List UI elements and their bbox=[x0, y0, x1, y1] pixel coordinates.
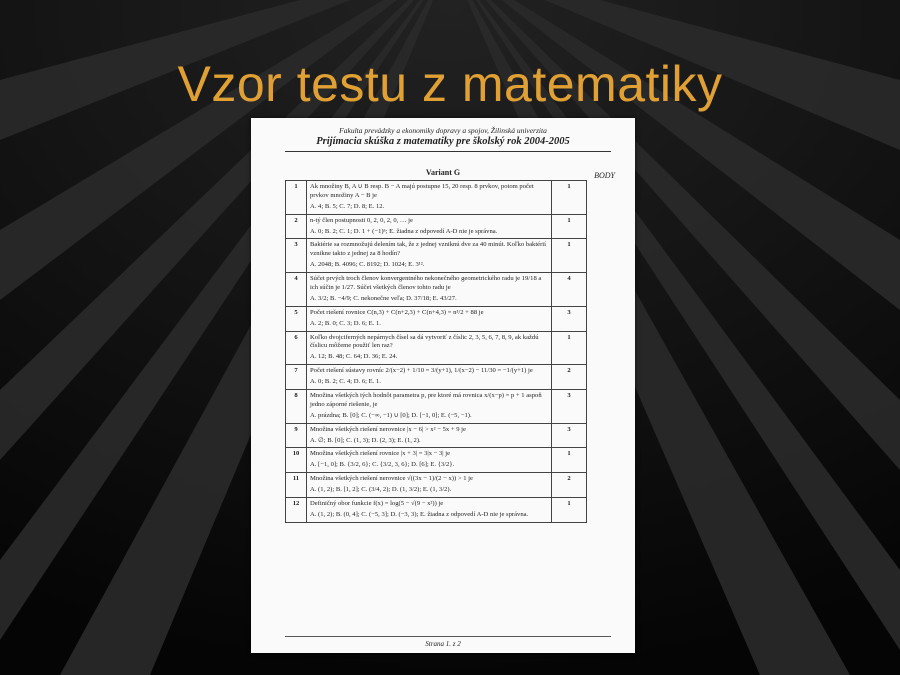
question-number: 3 bbox=[286, 239, 307, 273]
question-answers: A. [−1, 0]; B. {3/2, 6}; C. {3/2, 3, 6}; D. [6]; E. {3/2}. bbox=[310, 461, 455, 469]
exam-page bbox=[251, 118, 635, 653]
question-text: Množina všetkých riešení nerovnice √((3x − 1)/(2 − x)) > 1 je bbox=[310, 475, 473, 483]
faculty-header: Fakulta prevádzky a ekonomiky dopravy a spojov, Žilinská univerzita bbox=[339, 126, 547, 135]
question-content bbox=[307, 423, 552, 448]
question-answers: A. 2048; B. 4096; C. 8192; D. 1024; E. 3¹². bbox=[310, 261, 425, 269]
question-content bbox=[307, 331, 552, 365]
question-row bbox=[286, 498, 587, 523]
question-number: 2 bbox=[286, 214, 307, 239]
question-content bbox=[307, 498, 552, 523]
question-content bbox=[307, 365, 552, 390]
question-content bbox=[307, 306, 552, 331]
exam-title: Prijímacia skúška z matematiky pre školský rok 2004-2005 bbox=[316, 136, 570, 147]
question-content bbox=[307, 448, 552, 473]
question-answers: A. 12; B. 48; C. 64; D. 36; E. 24. bbox=[310, 353, 398, 361]
question-row bbox=[286, 214, 587, 239]
variant-label: Variant G bbox=[425, 168, 461, 177]
question-text: Koľko dvojciferných nepárnych čísel sa dá vytvoriť z číslic 2, 3, 5, 6, 7, 8, 9, ak každú číslicu môžeme použiť len raz? bbox=[310, 333, 539, 350]
header-rule bbox=[285, 151, 611, 152]
question-points: 1 bbox=[552, 498, 587, 523]
question-row bbox=[286, 273, 587, 307]
question-number: 6 bbox=[286, 331, 307, 365]
question-points: 1 bbox=[552, 448, 587, 473]
question-points: 1 bbox=[552, 181, 587, 215]
question-points: 1 bbox=[552, 331, 587, 365]
question-content bbox=[307, 181, 552, 215]
question-answers: A. 0; B. 2; C. 1; D. 1 + (−1)ⁿ; E. žiadna z odpovedí A-D nie je správna. bbox=[310, 227, 498, 235]
question-points: 3 bbox=[552, 390, 587, 424]
question-row bbox=[286, 239, 587, 273]
question-content bbox=[307, 390, 552, 424]
question-row bbox=[286, 390, 587, 424]
footer-rule bbox=[285, 636, 611, 637]
question-number: 9 bbox=[286, 423, 307, 448]
question-text: Množina všetkých tých hodnôt parametra p, pre ktoré má rovnica x/(x−p) = p + 1 aspoň jedno záporné riešenie, je bbox=[310, 392, 542, 408]
question-content bbox=[307, 239, 552, 273]
question-text: Ak množiny B, A ∪ B resp. B − A majú postupne 15, 20 resp. 8 prvkov, potom počet prvkov množiny A − B je bbox=[310, 183, 534, 199]
questions-table bbox=[285, 180, 587, 523]
question-points: 4 bbox=[552, 273, 587, 307]
question-number: 4 bbox=[286, 273, 307, 307]
question-number: 11 bbox=[286, 473, 307, 498]
question-points: 3 bbox=[552, 306, 587, 331]
slide-title: Vzor testu z matematiky bbox=[177, 56, 723, 112]
question-text: Súčet prvých troch členov konvergentného nekonečného geometrického radu je 19/18 a ich súčin je 1/27. Súčet všetkých členov tohto radu je bbox=[310, 275, 542, 292]
question-number: 12 bbox=[286, 498, 307, 523]
question-number: 5 bbox=[286, 306, 307, 331]
question-content bbox=[307, 214, 552, 239]
question-number: 1 bbox=[286, 181, 307, 215]
question-row bbox=[286, 473, 587, 498]
points-column-label: BODY bbox=[594, 171, 615, 180]
question-text: Počet riešení sústavy rovníc 2/(x−2) + 1/10 = 3/(y+1), 1/(x−2) − 11/30 = −1/(y+1) je bbox=[310, 367, 533, 375]
question-answers: A. 2; B. 0; C. 3; D. 6; E. 1. bbox=[310, 319, 381, 327]
question-number: 7 bbox=[286, 365, 307, 390]
question-content bbox=[307, 273, 552, 307]
question-points: 1 bbox=[552, 214, 587, 239]
question-number: 10 bbox=[286, 448, 307, 473]
question-text: Počet riešení rovnice C(n,3) + C(n+2,3) + C(n+4,3) = n³/2 + 88 je bbox=[310, 308, 484, 316]
question-points: 1 bbox=[552, 239, 587, 273]
question-text: Baktérie sa rozmnožujú delením tak, že z jednej vzniknú dve za 40 minút. Koľko baktérií vznikne takto z jednej za 8 hodín? bbox=[310, 241, 546, 258]
question-answers: A. 4; B. 5; C. 7; D. 8; E. 12. bbox=[310, 202, 385, 210]
question-text: Definičný obor funkcie f(x) = log(5 − √(9 − x²)) je bbox=[310, 500, 444, 508]
question-number: 8 bbox=[286, 390, 307, 424]
question-answers: A. prázdna; B. [0]; C. (−∞, −1) ∪ [0]; D. [−1, 0]; E. (−5, −1). bbox=[310, 411, 472, 419]
question-points: 3 bbox=[552, 423, 587, 448]
question-answers: A. (1, 2); B. (0, 4]; C. (−5, 3]; D. (−3, 3); E. žiadna z odpovedí A-D nie je správna. bbox=[310, 510, 529, 518]
question-answers: A. 0; B. 2; C. 4; D. 6; E. 1. bbox=[310, 378, 381, 386]
page-footer: Strana 1. z 2 bbox=[425, 640, 461, 648]
question-row bbox=[286, 306, 587, 331]
question-answers: A. 3/2; B. −4/9; C. nekonečne veľa; D. 37/18; E. 43/27. bbox=[310, 294, 457, 302]
question-answers: A. ∅; B. [0]; C. (1, 3); D. (2, 3); E. (1, 2). bbox=[310, 436, 421, 444]
question-text: Množina všetkých riešení rovnice |x + 3| = 3|x − 3| je bbox=[310, 450, 451, 458]
question-row bbox=[286, 331, 587, 365]
question-text: Množina všetkých riešení nerovnice |x − 6| > x² − 5x + 9 je bbox=[310, 425, 466, 433]
question-content bbox=[307, 473, 552, 498]
question-row bbox=[286, 448, 587, 473]
question-text: n-tý člen postupnosti 0, 2, 0, 2, 0, … je bbox=[310, 216, 413, 224]
question-row bbox=[286, 365, 587, 390]
question-answers: A. (1, 2); B. [1, 2]; C. (3/4, 2); D. (1, 3/2); E. (1, 3/2). bbox=[310, 486, 452, 494]
question-points: 2 bbox=[552, 473, 587, 498]
question-row bbox=[286, 423, 587, 448]
question-points: 2 bbox=[552, 365, 587, 390]
question-row bbox=[286, 181, 587, 215]
